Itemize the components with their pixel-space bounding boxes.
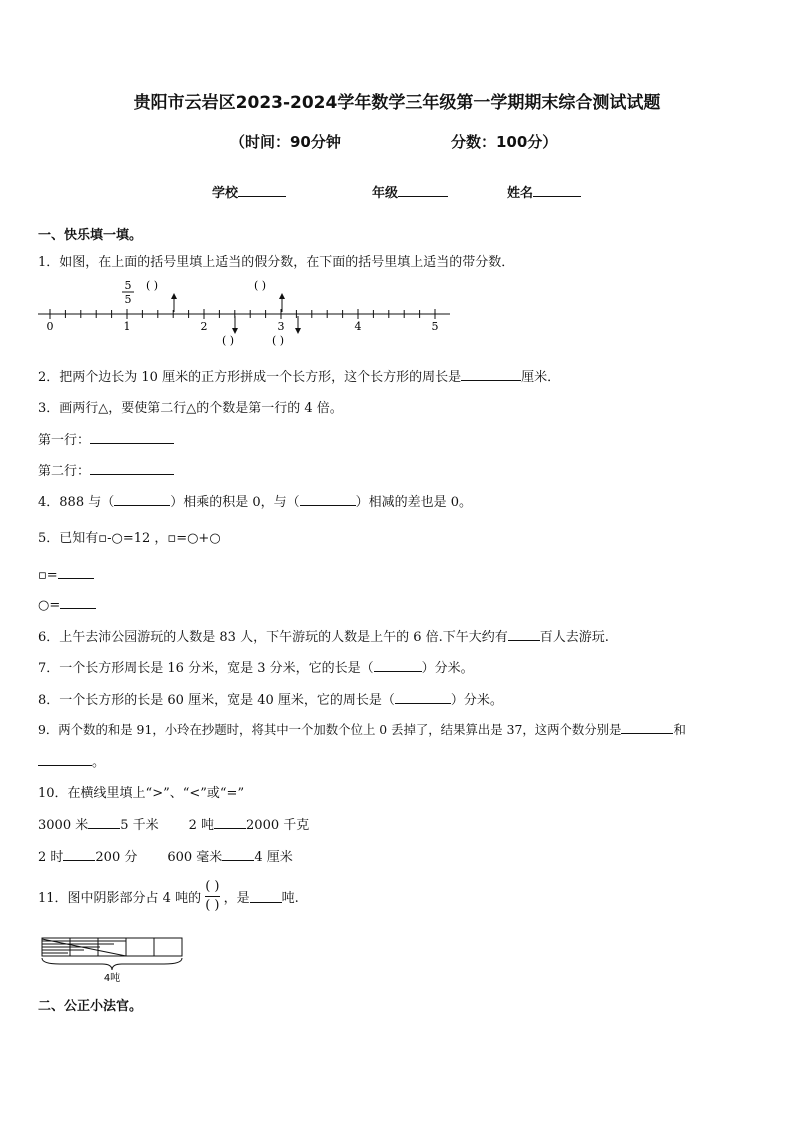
number-line-ticks — [47, 309, 439, 333]
school-field — [212, 182, 286, 201]
tick-label-4: 4 — [354, 320, 362, 333]
question-7: 7．一个长方形周长是 16 分米，宽是 3 分米，它的长是（ ）分米。 — [38, 661, 474, 676]
tick-label-2: 2 — [200, 320, 208, 333]
upper-paren-2[interactable]: ( ) — [254, 279, 267, 292]
q11-blank[interactable] — [250, 890, 282, 903]
lower-paren-1[interactable]: ( ) — [222, 334, 235, 347]
grade-field — [372, 182, 448, 201]
upper-paren-1[interactable]: ( ) — [146, 279, 159, 292]
fraction-denominator: 5 — [124, 293, 132, 306]
question-5-a: ▫= — [38, 566, 94, 583]
question-1: 1．如图，在上面的括号里填上适当的假分数，在下面的括号里填上适当的带分数． — [38, 255, 515, 270]
tick-label-1: 1 — [123, 320, 131, 333]
q7-blank[interactable] — [374, 659, 422, 672]
q6-blank[interactable] — [508, 628, 540, 641]
q5-blank-b[interactable] — [60, 596, 96, 609]
question-4: 4．888 与（ ）相乘的积是 0，与（ ）相减的差也是 0。 — [38, 495, 473, 510]
section-1-heading: 一、快乐填一填。 — [38, 228, 143, 243]
fraction-numerator: 5 — [124, 279, 132, 292]
question-5-b: ○= — [38, 596, 96, 613]
question-5: 5．已知有▫-○=12 ，▫=○+○ — [38, 531, 221, 546]
question-3: 3．画两行△，要使第二行△的个数是第一行的 4 倍。 — [38, 401, 343, 416]
bar-label: 4吨 — [103, 973, 121, 984]
question-9: 9．两个数的和是 91，小玲在抄题时，将其中一个加数个位上 0 丢掉了，结果算出是 37，这两个数分别是 和 — [38, 722, 686, 737]
q3-row2-blank[interactable] — [90, 462, 174, 475]
question-6: 6．上午去沛公园游玩的人数是 83 人，下午游玩的人数是上午的 6 倍.下午大约有 百人去游玩. — [38, 630, 609, 645]
section-2-heading: 二、公正小法官。 — [38, 999, 143, 1014]
exam-time: （时间：90分钟 — [230, 133, 341, 151]
question-3-row2: 第二行： — [38, 460, 174, 479]
q5-blank-a[interactable] — [58, 566, 94, 579]
tick-label-5: 5 — [431, 320, 439, 333]
q2-blank[interactable] — [461, 368, 521, 381]
lower-paren-2[interactable]: ( ) — [272, 334, 285, 347]
q10-blank-4[interactable] — [222, 848, 254, 861]
q9-blank-2[interactable] — [38, 753, 92, 766]
question-9-cont: 。 — [38, 751, 105, 770]
q8-blank[interactable] — [395, 691, 451, 704]
tick-label-0: 0 — [46, 320, 54, 333]
question-10-row1: 3000 米 5 千米 2 吨 2000 千克 — [38, 818, 310, 833]
q10-blank-3[interactable] — [63, 848, 95, 861]
q9-blank-1[interactable] — [621, 721, 673, 734]
question-11: 11．图中阴影部分占 4 吨的 $\frac{( )}{( )}$ ，是 吨. — [38, 879, 299, 913]
q10-blank-1[interactable] — [88, 816, 120, 829]
question-10: 10．在横线里填上“>”、“<”或“=” — [38, 786, 245, 801]
school-label: 学校 — [212, 186, 239, 201]
bar-brace — [42, 958, 182, 970]
shaded-bar-figure — [40, 936, 190, 986]
number-line-figure — [34, 276, 464, 348]
q4-blank-1[interactable] — [114, 493, 170, 506]
page-title: 贵阳市云岩区2023-2024学年数学三年级第一学期期末综合测试试题 — [133, 93, 661, 113]
q10-blank-2[interactable] — [214, 816, 246, 829]
question-10-row2: 2 时 200 分 600 毫米 4 厘米 — [38, 850, 293, 865]
exam-score: 分数：100分） — [451, 133, 558, 151]
q3-row1-blank[interactable] — [90, 431, 174, 444]
name-label: 姓名 — [507, 186, 534, 201]
q4-blank-2[interactable] — [300, 493, 356, 506]
grade-label: 年级 — [372, 186, 399, 201]
question-2: 2．把两个边长为 10 厘米的正方形拼成一个长方形，这个长方形的周长是 厘米． — [38, 370, 561, 385]
grade-blank[interactable] — [398, 183, 448, 197]
question-3-row1: 第一行： — [38, 429, 174, 448]
tick-label-3: 3 — [277, 320, 285, 333]
school-blank[interactable] — [238, 183, 286, 197]
q11-fraction[interactable]: $\frac{( )}{( )}$ — [205, 879, 220, 913]
name-field — [507, 182, 581, 201]
name-blank[interactable] — [533, 183, 581, 197]
question-8: 8．一个长方形的长是 60 厘米，宽是 40 厘米，它的周长是（ ）分米。 — [38, 693, 503, 708]
